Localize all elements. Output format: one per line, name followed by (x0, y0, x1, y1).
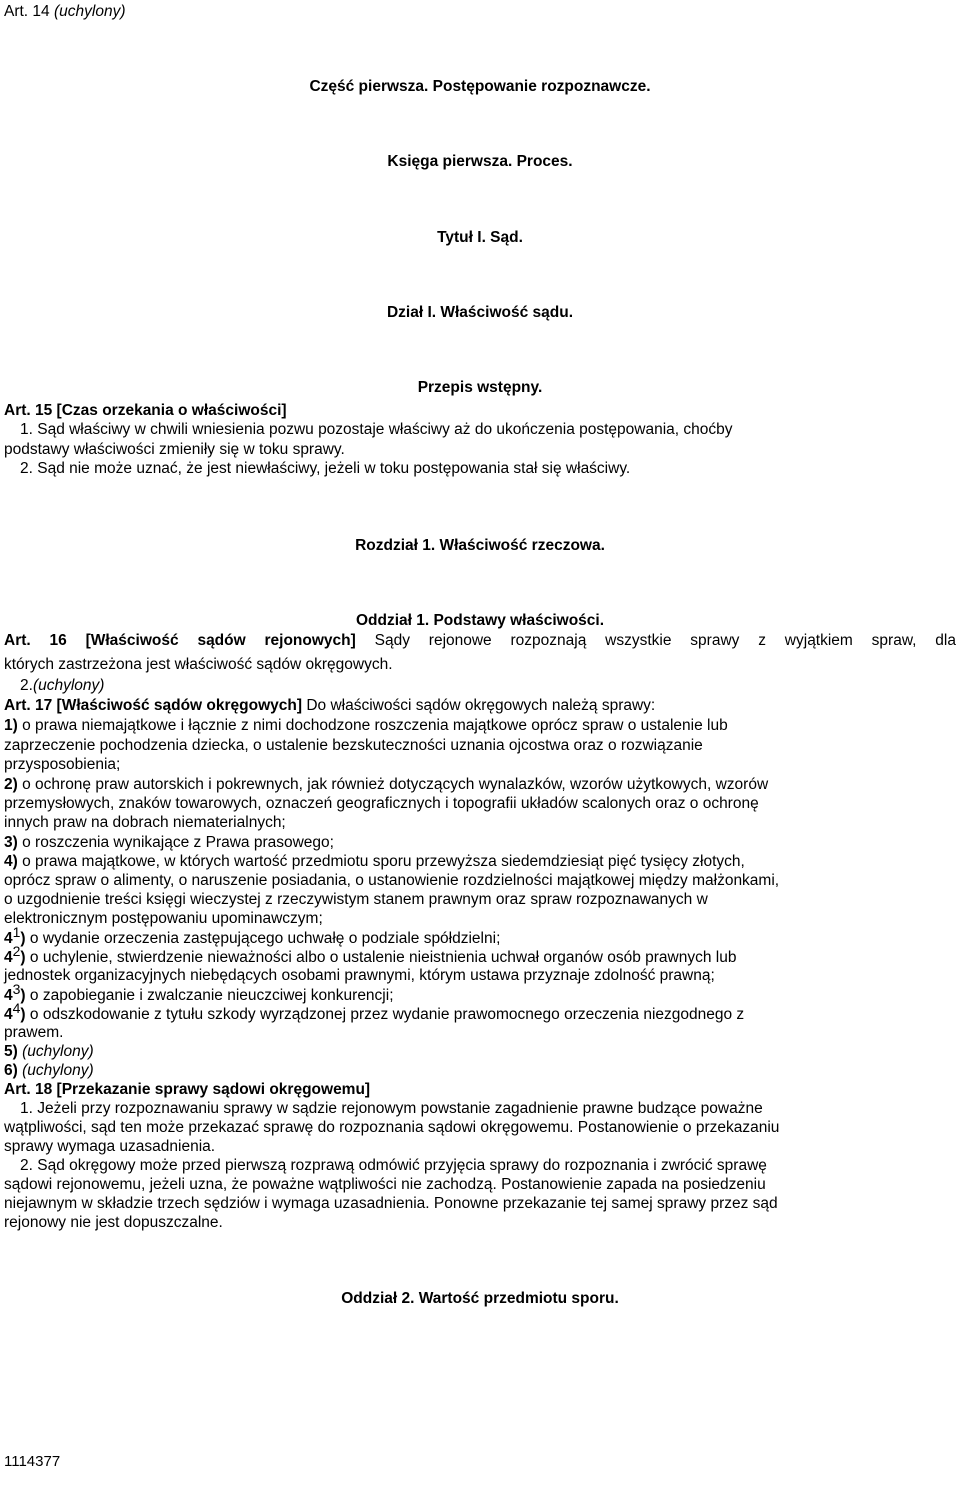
art18-p2-line2: sądowi rejonowemu, jeżeli uzna, że poważne wątpliwości nie zachodzą. Postanowienie zapada na posiedzeniu (4, 1176, 766, 1193)
art14-note: (uchylony) (53, 3, 126, 20)
page-footer-id: 1114377 (4, 1453, 61, 1470)
art15-p1-line2: podstawy właściwości zmieniły się w toku sprawy. (4, 441, 345, 458)
art14-label: Art. 14 (4, 3, 50, 20)
art16-title: Art. 16 [Właściwość sądów rejonowych] (4, 632, 356, 649)
art17-item1-line2: zaprzeczenie pochodzenia dziecka, o ustalenie bezskuteczności uznania ojcostwa oraz o rozwiązanie (4, 737, 703, 754)
art17-title: Art. 17 [Właściwość sądów okręgowych] (4, 697, 303, 714)
art16-line2: których zastrzeżona jest właściwość sądów okręgowych. (4, 656, 393, 673)
section1-heading: Oddział 1. Podstawy właściwości. (355, 612, 605, 629)
art15-p2: 2. Sąd nie może uznać, że jest niewłaściwy, jeżeli w toku postępowania stał się właściwy. (20, 460, 631, 477)
art16-text: Sądy rejonowe rozpoznają wszystkie sprawy z wyjątkiem spraw, dla (374, 632, 956, 649)
part-heading: Część pierwsza. Postępowanie rozpoznawcze. (309, 78, 651, 95)
art17-item4-2-line1: 42) o uchylenie, stwierdzenie nieważności albo o ustalenie nieistnienia uchwał organów osób prawnych lub (4, 943, 737, 966)
art17-intro-line (4, 697, 655, 715)
art18-p2-line3: niejawnym w składzie trzech sędziów i wymaga uzasadnienia. Ponowne przekazanie tej samej sprawy przez sąd (4, 1195, 778, 1212)
chapter1-heading: Rozdział 1. Właściwość rzeczowa. (355, 537, 605, 554)
art17-item4-line2: oprócz spraw o alimenty, o naruszenie posiadania, o ustanowienie rozdzielności majątkowej między małżonkami, (4, 872, 780, 889)
art17-intro: Do właściwości sądów okręgowych należą sprawy: (306, 697, 656, 714)
art17-item2-line2: przemysłowych, znaków towarowych, oznaczeń geograficznych i topografii układów scalonych oraz o ochronę (4, 795, 759, 812)
preliminary-heading: Przepis wstępny. (417, 379, 543, 396)
art17-item4-line4: elektronicznym postępowaniu upominawczym; (4, 910, 323, 927)
art16-p2: 2.(uchylony) (20, 677, 105, 694)
art17-item2-line3: innych praw na dobrach niematerialnych; (4, 814, 286, 831)
art18-p1-line2: wątpliwości, sąd ten może przekazać sprawę do rozpoznania sądowi okręgowemu. Postanowienie o przekazaniu (4, 1119, 780, 1136)
art17-item4-line3: o uzgodnienie treści księgi wieczystej z rzeczywistym stanem prawnym oraz spraw rozpoznawanych w (4, 891, 708, 908)
art17-item5: 5) (uchylony) (4, 1043, 94, 1060)
art18-p2-line4: rejonowy nie jest dopuszczalne. (4, 1214, 223, 1231)
art17-item4-1: 41) o wydanie orzeczenia zastępującego uchwałę o podziale spółdzielni; (4, 924, 501, 947)
art15-p1-line1: 1. Sąd właściwy w chwili wniesienia pozwu pozostaje właściwy aż do ukończenia postępowania, choćby (20, 421, 733, 438)
art15-title: Art. 15 [Czas orzekania o właściwości] (4, 402, 287, 419)
art17-item4-4-line1: 44) o odszkodowanie z tytułu szkody wyrządzonej przez wydanie prawomocnego orzeczenia niezgodnego z (4, 1000, 745, 1023)
division-heading: Dział I. Właściwość sądu. (386, 304, 574, 321)
art17-item4-4-line2: prawem. (4, 1024, 64, 1041)
art14-heading (4, 3, 125, 21)
art18-p1-line1: 1. Jeżeli przy rozpoznawaniu sprawy w sądzie rejonowym powstanie zagadnienie prawne budzące poważne (20, 1100, 763, 1117)
art17-item4-line1: 4) o prawa majątkowe, w których wartość przedmiotu sporu przewyższa siedemdziesiąt pięć tysięcy złotych, (4, 853, 745, 870)
art18-p2-line1: 2. Sąd okręgowy może przed pierwszą rozprawą odmówić przyjęcia sprawy do rozpoznania i zwrócić sprawę (20, 1157, 767, 1174)
section2-heading: Oddział 2. Wartość przedmiotu sporu. (341, 1290, 619, 1307)
art17-item3-line1: 3) o roszczenia wynikające z Prawa prasowego; (4, 834, 334, 851)
art17-item2-line1: 2) o ochronę praw autorskich i pokrewnych, jak również dotyczących wynalazków, wzorów użytkowych, wzorów (4, 776, 769, 793)
art17-item1-line3: przysposobienia; (4, 756, 121, 773)
art18-title: Art. 18 [Przekazanie sprawy sądowi okręgowemu] (4, 1081, 371, 1098)
art17-item4-2-line2: jednostek organizacyjnych niebędących osobami prawnymi, którym ustawa przyznaje zdolność prawną; (4, 967, 715, 984)
art16-line1 (4, 632, 956, 650)
art17-item1-line1: 1) o prawa niemajątkowe i łącznie z nimi dochodzone roszczenia majątkowe oprócz spraw o ustalenie lub (4, 717, 728, 734)
title-heading: Tytuł I. Sąd. (437, 229, 523, 246)
art17-item6: 6) (uchylony) (4, 1062, 94, 1079)
book-heading: Księga pierwsza. Proces. (387, 153, 573, 170)
art17-item4-3: 43) o zapobieganie i zwalczanie nieuczciwej konkurencji; (4, 981, 394, 1004)
art18-p1-line3: sprawy wymaga uzasadnienia. (4, 1138, 216, 1155)
